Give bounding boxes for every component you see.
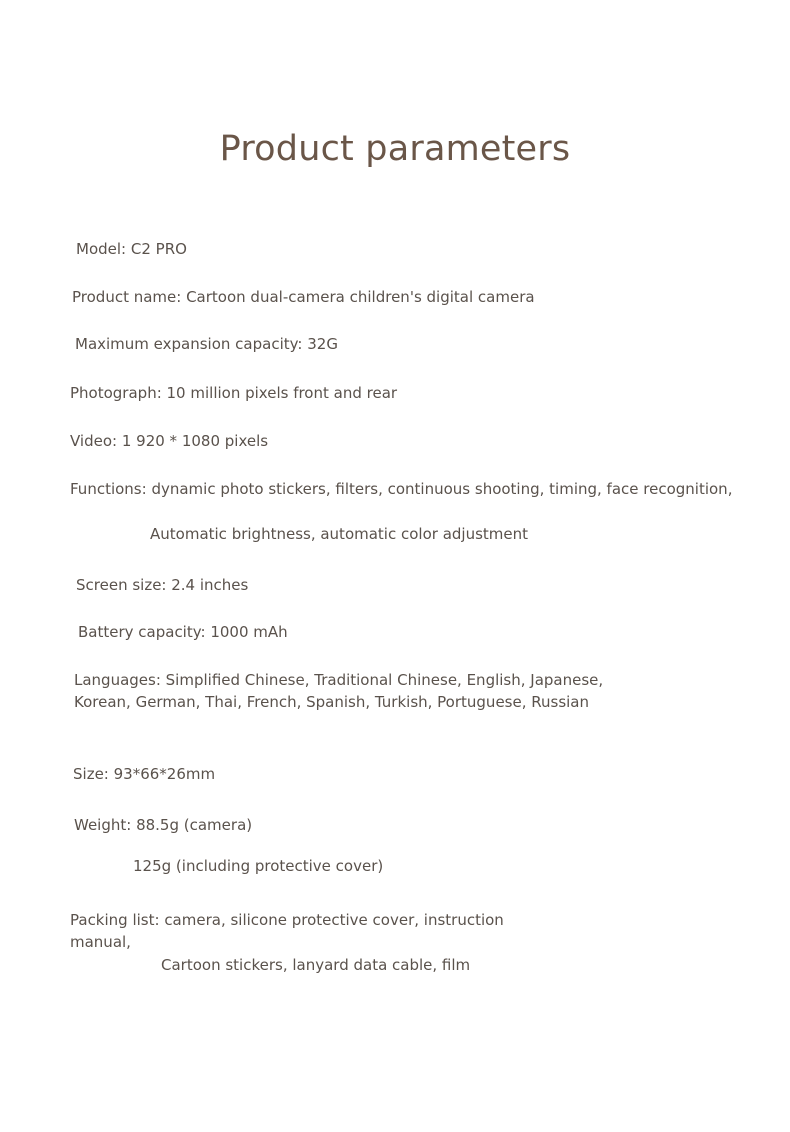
languages-text: Languages: Simplified Chinese, Traditional Chinese, English, Japanese, Korean, German, Thai, French, Spanish, Turkish, Portuguese, Russian (74, 671, 604, 711)
weight-text-line1: Weight: 88.5g (camera) (74, 816, 253, 834)
max-expansion-text: Maximum expansion capacity: 32G (75, 335, 338, 353)
weight-text-line2: 125g (including protective cover) (133, 857, 384, 875)
functions-text-line2: Automatic brightness, automatic color adjustment (150, 525, 529, 543)
functions-text-line1: Functions: dynamic photo stickers, filters, continuous shooting, timing, face recognition, (70, 480, 733, 498)
packing-list-text-line2: Cartoon stickers, lanyard data cable, film (161, 956, 471, 974)
product-name-text: Product name: Cartoon dual-camera children's digital camera (72, 288, 535, 306)
page-title: Product parameters (219, 129, 571, 170)
photograph-text: Photograph: 10 million pixels front and rear (70, 384, 398, 402)
packing-list-text-line1: Packing list: camera, silicone protective cover, instruction manual, (70, 911, 504, 951)
screen-size-text: Screen size: 2.4 inches (76, 576, 249, 594)
model-text: Model: C2 PRO (76, 240, 187, 258)
battery-text: Battery capacity: 1000 mAh (78, 623, 288, 641)
size-text: Size: 93*66*26mm (73, 765, 216, 783)
video-text: Video: 1 920 * 1080 pixels (70, 432, 269, 450)
